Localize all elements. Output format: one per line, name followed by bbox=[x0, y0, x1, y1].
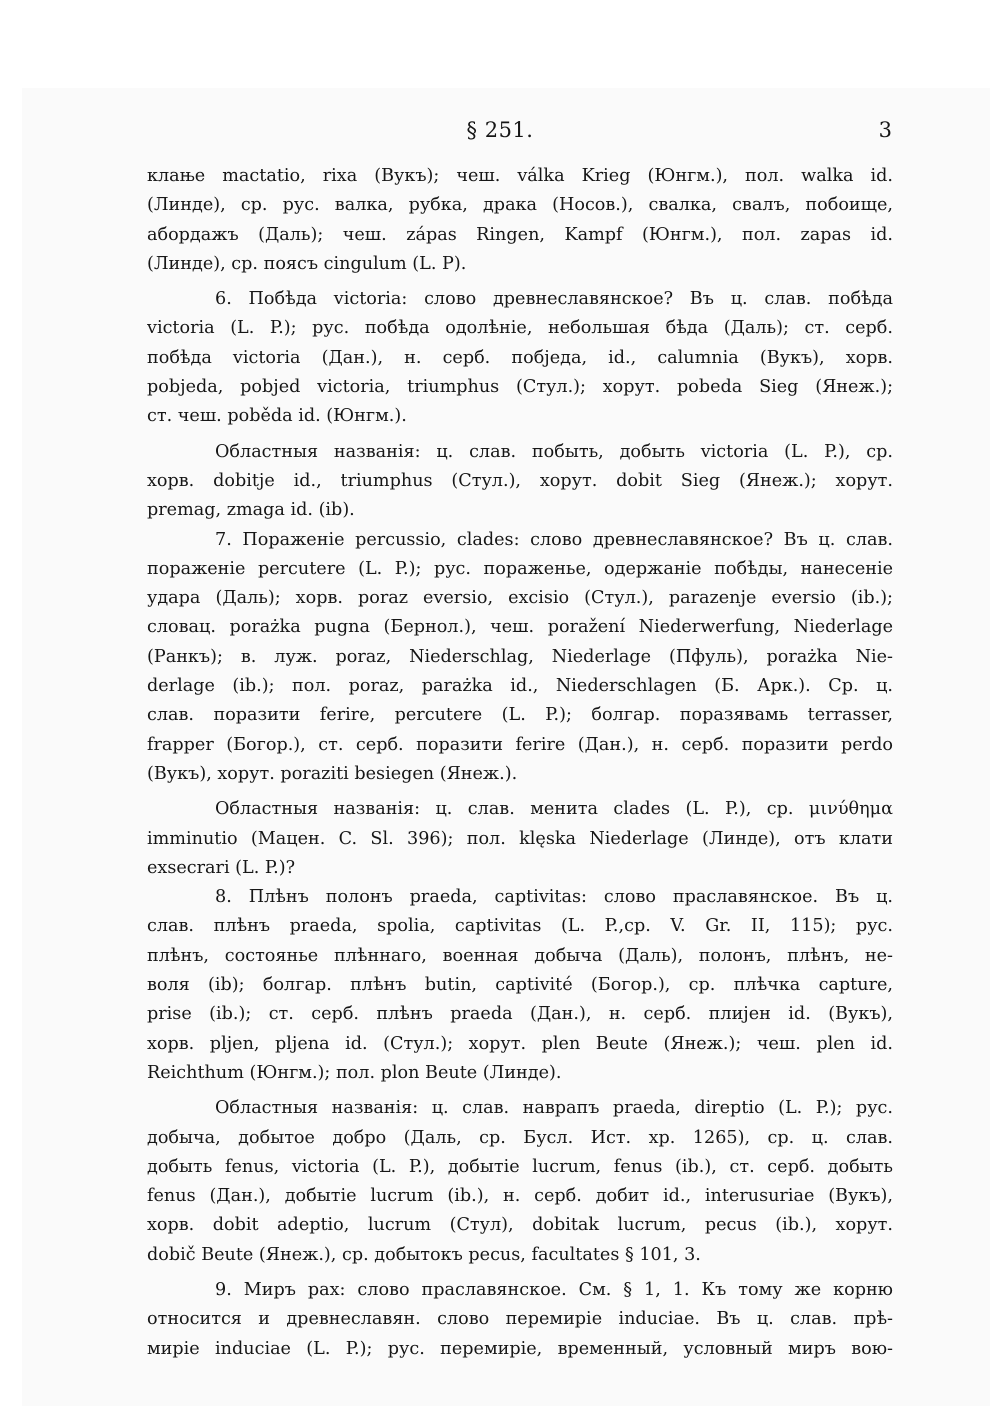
text-line: миріе induciae (L. P.); рус. перемиріе, временный, условный миръ вою- bbox=[147, 1338, 893, 1359]
text-line: frapper (Богор.), ст. серб. поразити ferire (Дан.), н. серб. поразити perdo bbox=[147, 734, 893, 755]
text-line: добыть fenus, victoria (L. P.), добытіе lucrum, fenus (ib.), ст. серб. добыть bbox=[147, 1156, 893, 1177]
text-line: fenus (Дан.), добытіе lucrum (ib.), н. серб. добит id., interusuriae (Вукъ), bbox=[147, 1186, 893, 1207]
text-line: добыча, добытое добро (Даль, ср. Бусл. Ист. хр. 1265), ср. ц. слав. bbox=[147, 1127, 893, 1148]
text-line: 8. Плѣнъ полонъ praeda, captivitas: слово праславянское. Въ ц. bbox=[215, 887, 893, 908]
text-line: victoria (L. P.); рус. побѣда одолѣніе, небольшая бѣда (Даль); ст. серб. bbox=[147, 318, 893, 339]
text-line: 7. Пораженіе percussio, clades: слово древнеславянское? Въ ц. слав. bbox=[215, 529, 893, 550]
text-line: 9. Миръ pax: слово праславянское. См. § 1, 1. Къ тому же корню bbox=[215, 1279, 893, 1300]
text-line: Областныя названія: ц. слав. побыть, добыть victoria (L. P.), ср. bbox=[215, 441, 893, 462]
text-line: (Вукъ), хорут. poraziti besiegen (Янеж.). bbox=[147, 763, 518, 784]
paragraph bbox=[147, 1094, 893, 1270]
paragraph bbox=[147, 162, 893, 279]
body-text bbox=[147, 162, 893, 1364]
text-line: 6. Побѣда victoria: слово древнеславянское? Въ ц. слав. побѣда bbox=[215, 289, 893, 310]
text-line: хорв. dobitje id., triumphus (Стул.), хорут. dobit Sieg (Янеж.); хорут. bbox=[147, 470, 893, 491]
text-line: слав. поразити ferire, percutere (L. P.); болгар. поразявамь terrasser, bbox=[147, 705, 893, 726]
paragraph bbox=[147, 883, 893, 1088]
text-line: (Линде), ср. поясъ cingulum (L. P). bbox=[147, 253, 467, 274]
text-line: словац. porażka pugna (Бернол.), чеш. poražení Niederwerfung, Niederlage bbox=[147, 617, 893, 638]
text-line: удара (Даль); хорв. poraz eversio, excisio (Стул.), parazenje eversio (ib.); bbox=[147, 588, 893, 609]
text-line: относится и древнеславян. слово перемиріе induciae. Въ ц. слав. прѣ- bbox=[147, 1309, 893, 1330]
text-line: абордажъ (Даль); чеш. zápas Ringen, Kampf (Юнгм.), пол. zapas id. bbox=[147, 224, 893, 245]
text-line: клање mactatio, rixa (Вукъ); чеш. válka Krieg (Юнгм.), пол. walka id. bbox=[147, 166, 893, 186]
text-line: Областныя названія: ц. слав. наврапъ praeda, direptio (L. P.); рус. bbox=[215, 1098, 893, 1119]
text-line: пораженіе percutere (L. P.); рус. пораженье, одержаніе побѣды, нанесеніе bbox=[147, 558, 893, 579]
text-line: prise (ib.); ст. серб. плѣнъ praeda (Дан.), н. серб. плијен id. (Вукъ), bbox=[147, 1004, 893, 1025]
text-line: слав. плѣнъ praeda, spolia, captivitas (L. P.,ср. V. Gr. II, 115); рус. bbox=[147, 916, 893, 937]
text-line: imminutio (Мацен. C. Sl. 396); пол. klęska Niederlage (Линде), отъ клати bbox=[147, 828, 893, 849]
section-number: § 251. bbox=[466, 118, 534, 142]
paragraph bbox=[147, 438, 893, 526]
text-line: побѣда victoria (Дан.), н. серб. побједа, id., calumnia (Вукъ), хорв. bbox=[147, 347, 893, 368]
text-line: ст. чеш. poběda id. (Юнгм.). bbox=[147, 406, 407, 427]
paragraph bbox=[147, 526, 893, 790]
page-number: 3 bbox=[878, 118, 892, 142]
page-header bbox=[0, 118, 1000, 148]
text-line: Reichthum (Юнгм.); пол. plon Beute (Линде). bbox=[147, 1062, 562, 1083]
text-line: воля (ib); болгар. плѣнъ butin, captivité (Богор.), ср. плѣчка capture, bbox=[147, 975, 893, 996]
text-line: Областныя названія: ц. слав. менита clades (L. P.), ср. μινύθημα bbox=[215, 799, 893, 820]
text-line: derlage (ib.); пол. poraz, parażka id., Niederschlagen (Б. Арк.). Ср. ц. bbox=[147, 676, 893, 697]
paragraph bbox=[147, 795, 893, 883]
text-line: premag, zmaga id. (ib). bbox=[147, 500, 355, 521]
paragraph bbox=[147, 285, 893, 431]
text-line: хорв. pljen, pljena id. (Стул.); хорут. plen Beute (Янеж.); чеш. plen id. bbox=[147, 1033, 893, 1054]
text-line: хорв. dobit adeptio, lucrum (Стул), dobitak lucrum, pecus (ib.), хорут. bbox=[147, 1215, 893, 1236]
paragraph bbox=[147, 1276, 893, 1364]
text-line: pobjeda, pobjed victoria, triumphus (Стул.); хорут. pobeda Sieg (Янеж.); bbox=[147, 377, 893, 398]
text-line: dobič Beute (Янеж.), ср. добытокъ pecus, facultates § 101, 3. bbox=[147, 1244, 701, 1265]
text-line: (Ранкъ); в. луж. poraz, Niederschlag, Niederlage (Пфуль), porażka Nie- bbox=[147, 646, 893, 667]
text-line: плѣнъ, состоянье плѣннаго, военная добыча (Даль), полонъ, плѣнъ, не- bbox=[147, 945, 893, 966]
text-line: exsecrari (L. P.)? bbox=[147, 857, 296, 878]
text-line: (Линде), ср. рус. валка, рубка, драка (Носов.), свалка, свалъ, побоище, bbox=[147, 195, 893, 216]
